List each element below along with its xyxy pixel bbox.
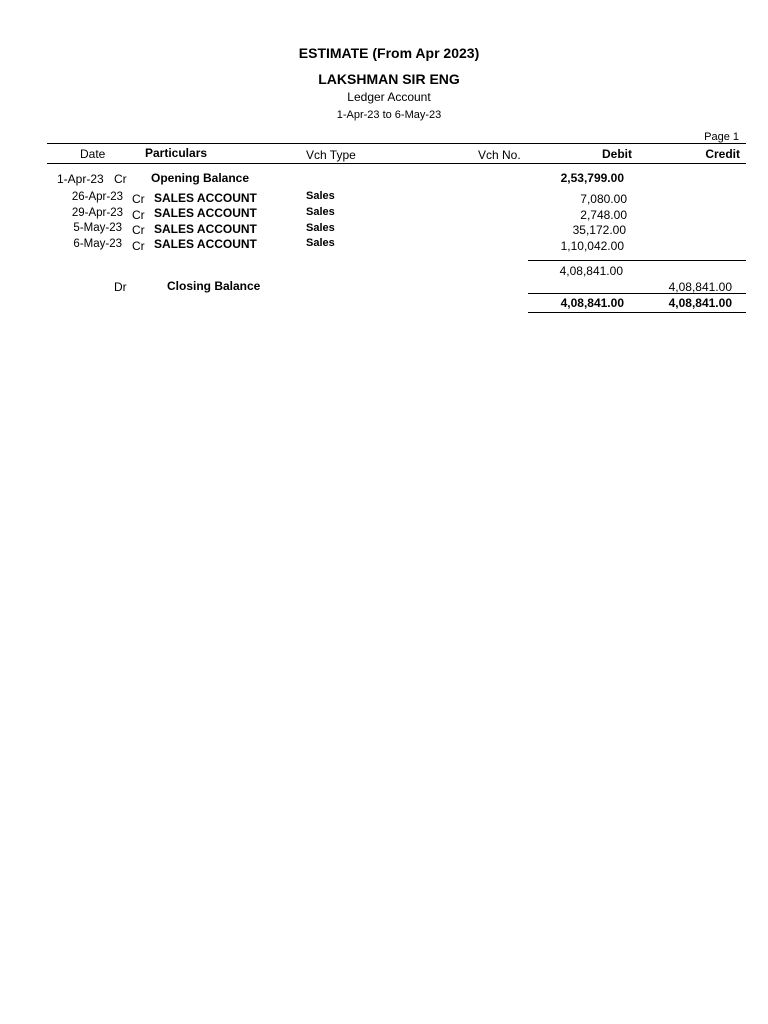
header-bottom-rule — [47, 163, 746, 164]
entry-debit: 1,10,042.00 — [560, 239, 624, 253]
header-top-rule — [47, 143, 746, 144]
opening-side: Cr — [114, 172, 127, 186]
entry-vch-type: Sales — [306, 190, 335, 202]
entry-side: Cr — [132, 208, 145, 222]
totals-bottom-rule — [528, 312, 746, 313]
entry-side: Cr — [132, 192, 145, 206]
entry-debit: 7,080.00 — [580, 192, 627, 206]
closing-credit: 4,08,841.00 — [668, 280, 732, 294]
column-header-vch-type: Vch Type — [306, 148, 356, 162]
totals-top-rule — [528, 293, 746, 294]
total-debit: 4,08,841.00 — [560, 296, 624, 310]
column-header-date: Date — [80, 147, 106, 161]
closing-particulars: Closing Balance — [167, 279, 261, 293]
entry-date: 5-May-23 — [73, 222, 122, 234]
report-title: ESTIMATE (From Apr 2023) — [298, 45, 480, 61]
subtotal-rule — [528, 260, 746, 261]
entry-particulars: SALES ACCOUNT — [154, 222, 257, 236]
entry-date: 6-May-23 — [73, 238, 122, 250]
entry-particulars: SALES ACCOUNT — [154, 206, 257, 220]
column-header-credit: Credit — [705, 147, 740, 161]
subtotal-debit: 4,08,841.00 — [559, 264, 623, 278]
entry-particulars: SALES ACCOUNT — [154, 191, 257, 205]
entry-vch-type: Sales — [306, 237, 335, 249]
column-header-particulars: Particulars — [145, 146, 208, 160]
page-number: Page 1 — [704, 131, 739, 143]
entry-particulars: SALES ACCOUNT — [154, 237, 257, 251]
opening-particulars: Opening Balance — [151, 171, 250, 185]
report-type: Ledger Account — [347, 90, 431, 104]
entry-date: 26-Apr-23 — [71, 191, 123, 203]
entry-side: Cr — [132, 239, 145, 253]
entry-vch-type: Sales — [306, 222, 335, 234]
entry-debit: 2,748.00 — [580, 208, 627, 222]
entry-debit: 35,172.00 — [572, 223, 626, 237]
column-header-vch-no: Vch No. — [478, 148, 521, 162]
total-credit: 4,08,841.00 — [668, 296, 732, 310]
column-header-debit: Debit — [602, 147, 632, 161]
opening-date: 1-Apr-23 — [57, 172, 104, 186]
closing-side: Dr — [114, 280, 127, 294]
entry-date: 29-Apr-23 — [71, 207, 123, 219]
opening-debit: 2,53,799.00 — [560, 171, 624, 185]
report-period: 1-Apr-23 to 6-May-23 — [336, 109, 442, 121]
entry-side: Cr — [132, 223, 145, 237]
company-name: LAKSHMAN SIR ENG — [318, 71, 460, 87]
entry-vch-type: Sales — [306, 206, 335, 218]
